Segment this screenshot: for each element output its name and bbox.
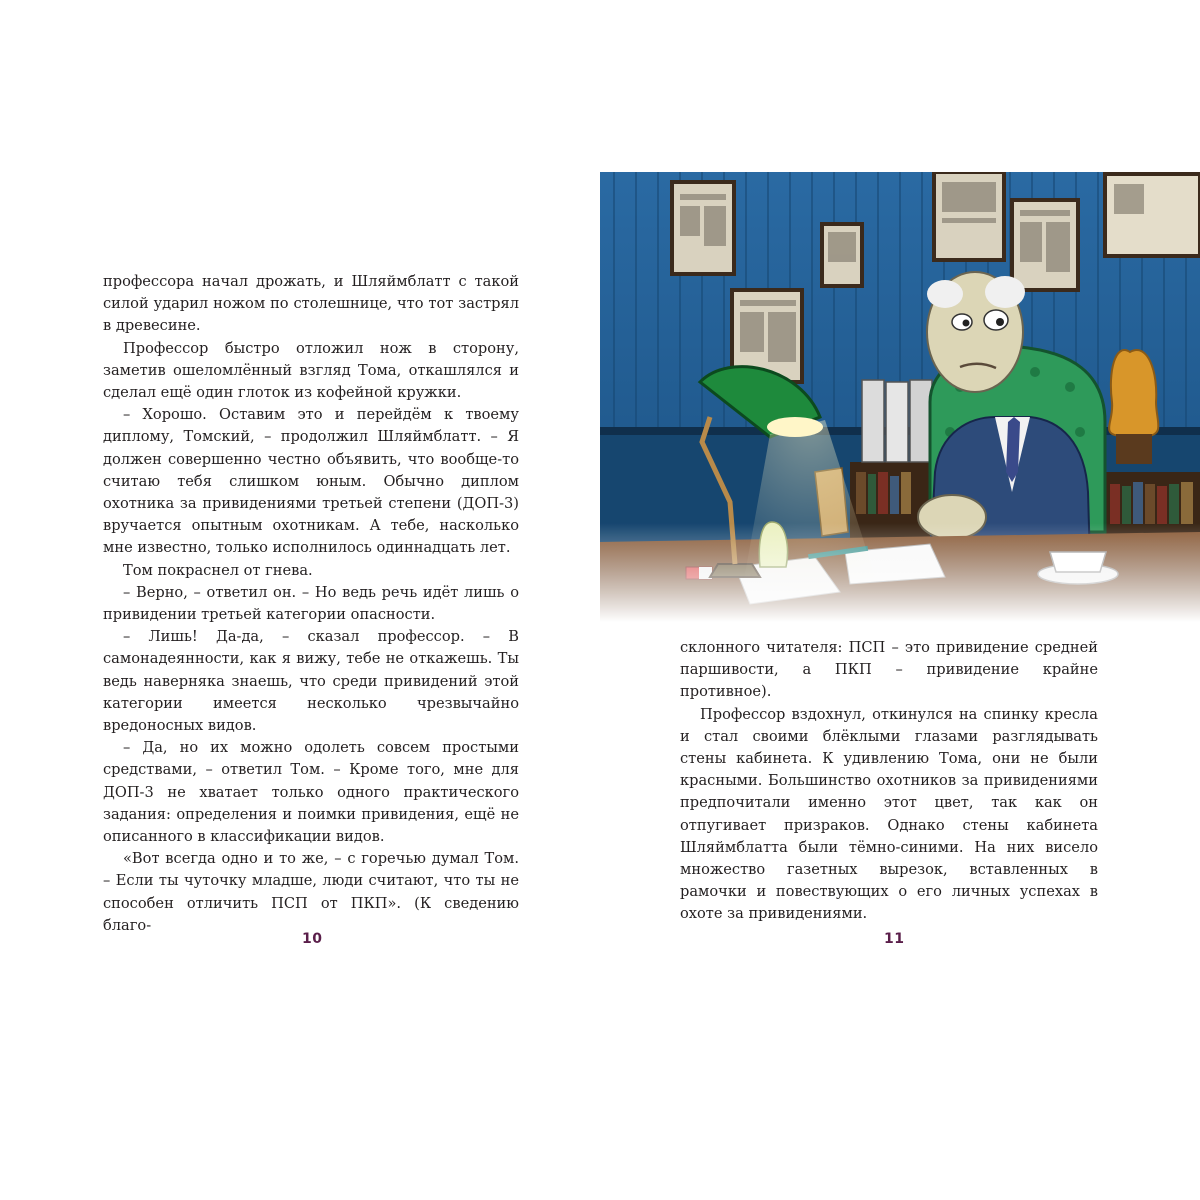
paragraph: – Лишь! Да-да, – сказал профессор. – В самонадеянности, как я вижу, тебе не откажешь. Ты ведь наверняка знаешь, что среди привидений этой категории имеется несколько чрезвычайно вредоносных видов.: [103, 628, 519, 735]
paragraph: «Вот всегда одно и то же, – с горечью думал Том. – Если ты чуточку младше, люди считают, что ты не способен отличить ПСП от ПКП». (К сведению благо-: [103, 850, 519, 934]
left-page-text: [103, 271, 519, 937]
paragraph: профессора начал дрожать, и Шляймблатт с такой силой ударил ножом по столешнице, что тот застрял в древесине.: [103, 273, 519, 335]
page-number-right: 11: [884, 931, 905, 947]
paragraph: – Хорошо. Оставим это и перейдём к твоему диплому, Томский, – продолжил Шляймблатт. – Я должен совершенно честно объявить, что вообще-то считаю тебя слишком юным. Обычно диплом охотника за привидениями третьей степени (ДОП-3) вручается опытным охотникам. А тебе, насколько мне известно, только исполнилось одиннадцать лет.: [103, 406, 519, 557]
paragraph: склонного читателя: ПСП – это привидение средней паршивости, а ПКП – привидение крайне противное).: [680, 639, 1098, 701]
right-page-text: [680, 637, 1098, 926]
paragraph: Том покраснел от гнева.: [123, 561, 313, 579]
paragraph: – Верно, – ответил он. – Но ведь речь идёт лишь о привидении третьей категории опасности.: [103, 583, 519, 624]
paragraph: Профессор быстро отложил нож в сторону, заметив ошеломлённый взгляд Тома, откашлялся и сделал ещё один глоток из кофейной кружки.: [103, 339, 519, 402]
paragraph: Профессор вздохнул, откинулся на спинку кресла и стал своими блёклыми глазами разглядывать стены кабинета. К удивлению Тома, они не были красными. Большинство охотников за привидениями предпочитали именно этот цвет, так как он отпугивает призраков. Однако стены кабинета Шляймблатта были тёмно-синими. На них висело множество газетных вырезок, вставленных в рамочки и повествующих о его личных успехах в охоте за привидениями.: [680, 705, 1098, 923]
illustration: [600, 172, 1200, 622]
page-number-left: 10: [302, 931, 323, 947]
paragraph: – Да, но их можно одолеть совсем простыми средствами, – ответил Том. – Кроме того, мне для ДОП-3 не хватает только одного практического задания: определения и поимки привидения, ещё не описанного в классификации видов.: [103, 739, 519, 846]
